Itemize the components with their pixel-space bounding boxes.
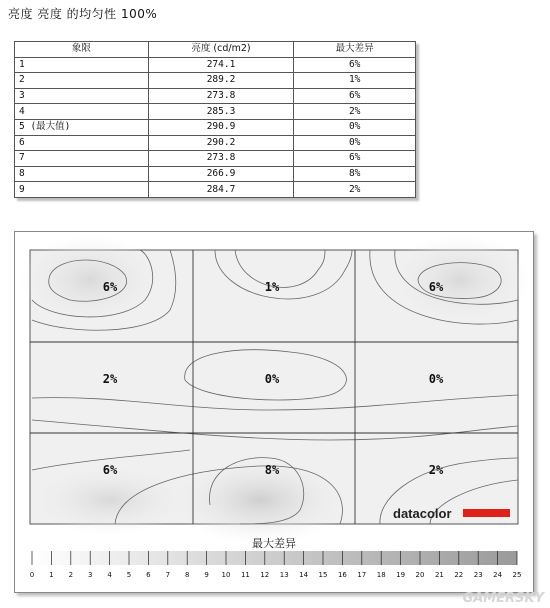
legend-tick-label: 15 [318, 571, 328, 579]
quadrant-cell: 6 [15, 135, 149, 151]
legend-tick-label: 13 [279, 571, 289, 579]
page-title: 亮度 亮度 的均匀性 100% [8, 7, 158, 21]
watermark: GAMERSKY [462, 591, 544, 606]
shade-top-right [390, 235, 530, 325]
quadrant-cell: 5 (最大值) [15, 119, 149, 135]
cell-value-label: 0% [428, 372, 444, 386]
legend-color-bar [32, 551, 517, 565]
legend-tick-label: 25 [512, 571, 522, 579]
legend-tick-label: 21 [434, 571, 444, 579]
legend-tick-label: 20 [415, 571, 425, 579]
cell-value-label: 6% [428, 280, 444, 294]
legend-title: 最大差异 [252, 537, 296, 550]
cell-value-label: 2% [102, 372, 118, 386]
legend-tick-label: 16 [337, 571, 347, 579]
max-diff-cell: 6% [294, 57, 416, 73]
luminance-cell: 284.7 [148, 182, 294, 198]
column-header-quadrant: 象限 [15, 42, 149, 58]
legend-tick-label: 6 [146, 571, 151, 579]
quadrant-cell: 2 [15, 73, 149, 89]
legend-tick-label: 0 [29, 571, 35, 579]
cell-value-label: 2% [428, 463, 444, 477]
legend-tick-label: 8 [184, 571, 190, 579]
max-diff-cell: 2% [294, 182, 416, 198]
legend-tick-label: 14 [299, 571, 309, 579]
max-diff-cell: 1% [294, 73, 416, 89]
quadrant-cell: 3 [15, 88, 149, 104]
legend-tick-label: 3 [87, 571, 93, 579]
max-diff-cell: 0% [294, 135, 416, 151]
datacolor-logo-text: datacolor [393, 506, 452, 521]
shade-bottom-center [170, 455, 350, 545]
legend-tick-label: 7 [165, 571, 171, 579]
legend-tick-label: 12 [260, 571, 270, 579]
luminance-cell: 273.8 [148, 88, 294, 104]
luminance-cell: 290.2 [148, 135, 294, 151]
cell-value-label: 6% [102, 280, 118, 294]
legend-tick-label: 24 [493, 571, 503, 579]
luminance-cell: 289.2 [148, 73, 294, 89]
max-diff-cell: 0% [294, 119, 416, 135]
column-header-max-diff: 最大差异 [294, 42, 416, 58]
legend-tick-label: 19 [396, 571, 406, 579]
legend-tick-label: 11 [240, 571, 250, 579]
legend-tick-label: 17 [357, 571, 367, 579]
luminance-cell: 273.8 [148, 151, 294, 167]
max-diff-cell: 2% [294, 104, 416, 120]
cell-value-label: 0% [264, 372, 280, 386]
max-diff-cell: 6% [294, 151, 416, 167]
quadrant-cell: 9 [15, 182, 149, 198]
legend-tick-label: 2 [68, 571, 74, 579]
legend-tick-label: 22 [454, 571, 464, 579]
quadrant-cell: 8 [15, 166, 149, 182]
legend-tick-label: 9 [204, 571, 209, 579]
column-header-luminance: 亮度 (cd/m2) [148, 42, 294, 58]
quadrant-cell: 7 [15, 151, 149, 167]
luminance-cell: 290.9 [148, 119, 294, 135]
legend-tick-label: 1 [49, 571, 54, 579]
legend-tick-label: 5 [126, 571, 132, 579]
cell-value-label: 6% [102, 463, 118, 477]
luminance-cell: 266.9 [148, 166, 294, 182]
luminance-cell: 285.3 [148, 104, 294, 120]
luminance-cell: 274.1 [148, 57, 294, 73]
quadrant-cell: 1 [15, 57, 149, 73]
cell-value-label: 1% [264, 280, 280, 294]
max-diff-cell: 6% [294, 88, 416, 104]
datacolor-logo-bar [463, 509, 510, 517]
legend-tick-label: 23 [473, 571, 483, 579]
legend-tick-label: 18 [376, 571, 386, 579]
max-diff-cell: 8% [294, 166, 416, 182]
legend-tick-label: 10 [221, 571, 231, 579]
shade-top-left [20, 235, 160, 325]
legend-tick-label: 4 [107, 571, 112, 579]
cell-value-label: 8% [264, 463, 280, 477]
quadrant-cell: 4 [15, 104, 149, 120]
